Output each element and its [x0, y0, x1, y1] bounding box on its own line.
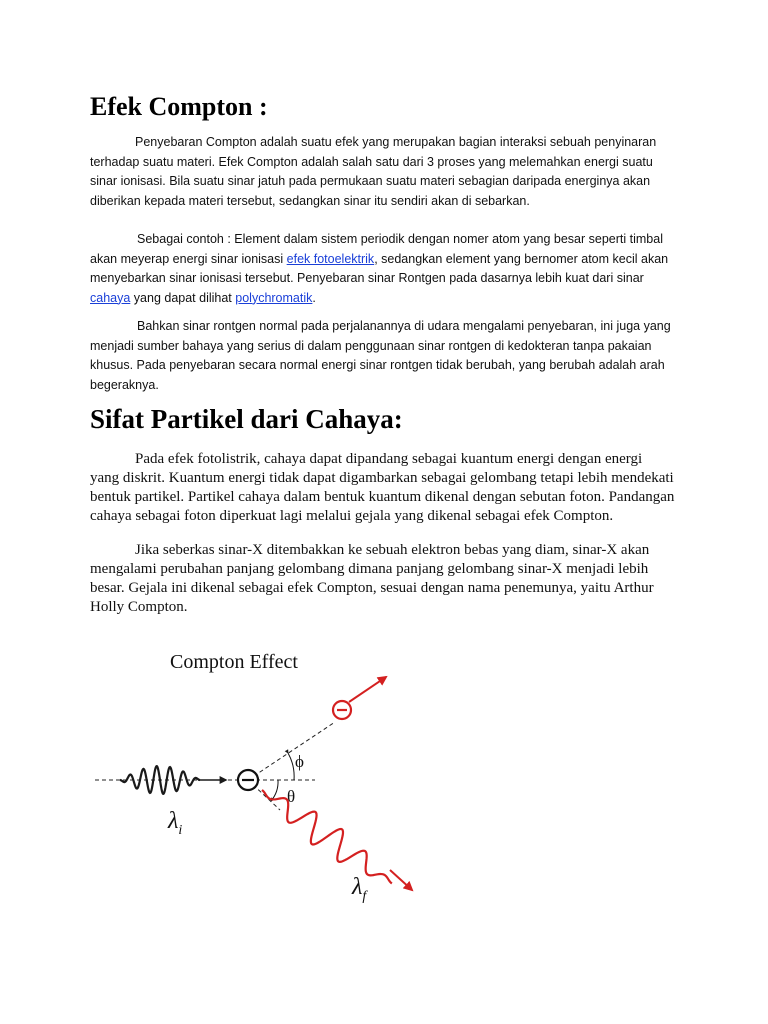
scattered-photon-arrow: [390, 870, 412, 890]
compton-effect-diagram: [90, 640, 430, 920]
phi-label: ϕ: [295, 752, 304, 771]
text-line: terhadap suatu materi. Efek Compton adalah salah satu dari 3 proses yang melemahkan energi suatu: [90, 154, 653, 169]
lambda-subscript-i: i: [178, 823, 183, 838]
theta-angle-arc: [271, 780, 278, 801]
text-segment: , sedangkan element yang bernomer atom kecil akan: [374, 251, 669, 266]
text-line: besar. Gejala ini dikenal sebagai efek Compton, sesuai dengan nama penemunya, yaitu Arthur: [90, 580, 654, 596]
text-line-with-link: [90, 250, 680, 270]
text-line: cahaya sebagai foton diperkuat lagi melalui gejala yang dikenal sebagai efek Compton.: [90, 508, 614, 524]
text-line: yang diskrit. Kuantum energi tidak dapat digambarkan sebagai gelombang tetapi lebih mendekati: [90, 470, 674, 486]
text-segment: akan meyerap energi sinar ionisasi: [90, 251, 287, 266]
paragraph-penyebaran-compton: [90, 133, 680, 211]
text-line: sinar ionisasi. Bila suatu sinar jatuh pada permukaan suatu materi sebagian daripada energinya akan: [90, 174, 651, 188]
text-line: khusus. Pada penyebaran secara normal energi sinar rontgen tidak berubah, yang berubah adalah arah: [90, 358, 665, 372]
lambda-i-label: [167, 808, 182, 838]
heading-efek-compton: Efek Compton :: [90, 92, 268, 121]
text-segment: .: [312, 290, 316, 305]
diagram-title: Compton Effect: [170, 651, 298, 673]
lambda-subscript-f: f: [362, 889, 367, 904]
phi-angle-arc: [288, 753, 294, 780]
text-line: Penyebaran Compton adalah suatu efek yang merupakan bagian interaksi sebuah penyinaran: [135, 135, 657, 149]
text-line: diberikan kepada materi tersebut, sedangkan sinar itu sendiri akan di sebarkan.: [90, 193, 530, 208]
text-line: Sebagai contoh : Element dalam sistem periodik dengan nomer atom yang besar seperti timbal: [137, 232, 663, 246]
link-efek-fotoelektrik[interactable]: efek fotoelektrik: [286, 251, 375, 266]
lambda-symbol: λ: [168, 808, 179, 834]
paragraph-sinar-x: [90, 541, 680, 617]
paragraph-sebagai-contoh: [90, 230, 680, 308]
link-polychromatik[interactable]: polychromatik: [235, 290, 313, 305]
heading-sifat-partikel: Sifat Partikel dari Cahaya:: [90, 404, 403, 434]
lambda-symbol: λ: [352, 874, 363, 900]
link-cahaya[interactable]: cahaya: [90, 290, 131, 305]
text-segment: yang dapat dilihat: [130, 290, 236, 305]
text-line: Jika seberkas sinar-X ditembakkan ke sebuah elektron bebas yang diam, sinar-X akan: [135, 542, 650, 558]
recoil-direction-line: [248, 722, 335, 780]
recoil-electron-arrow: [349, 677, 386, 702]
text-line: Holly Compton.: [90, 599, 188, 615]
text-line: Pada efek fotolistrik, cahaya dapat dipandang sebagai kuantum energi dengan energi: [135, 451, 643, 467]
paragraph-efek-fotolistrik: [90, 450, 680, 526]
text-line: menjadi sumber bahaya yang serius di dalam penggunaan sinar rontgen di kedokteran tanpa pakaian: [90, 338, 652, 353]
lambda-f-label: [351, 874, 368, 904]
text-line-with-links: [90, 289, 680, 309]
text-line: begeraknya.: [90, 377, 159, 392]
text-line: menyebarkan sinar ionisasi tersebut. Penyebaran sinar Rontgen pada dasarnya lebih kuat dari sinar: [90, 271, 644, 285]
theta-label: θ: [287, 787, 296, 806]
scattered-photon-wave: [262, 790, 392, 883]
paragraph-bahkan-sinar-rontgen: [90, 317, 680, 395]
text-line: mengalami perubahan panjang gelombang dimana panjang gelombang sinar-X menjadi lebih: [90, 561, 649, 577]
text-line: bentuk partikel. Partikel cahaya dalam bentuk kuantum dikenal dengan sebutan foton. Pandangan: [90, 489, 675, 505]
text-line: Bahkan sinar rontgen normal pada perjalanannya di udara mengalami penyebaran, ini juga yang: [137, 319, 671, 333]
